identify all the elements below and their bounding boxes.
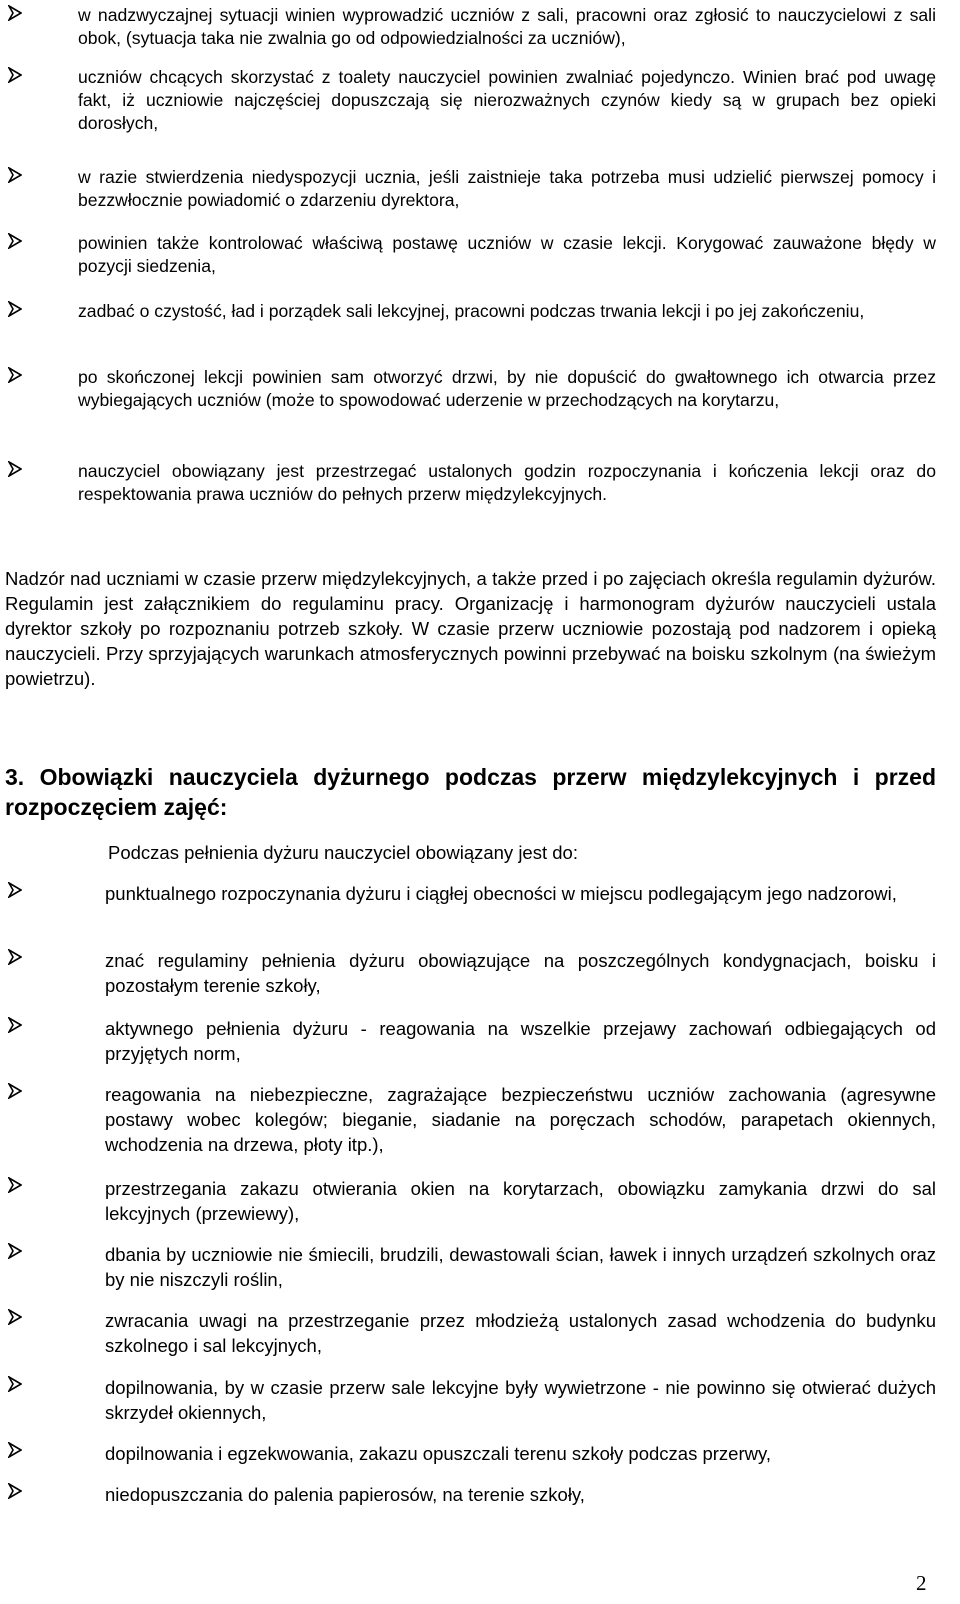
page-number: 2 bbox=[916, 1571, 927, 1595]
duty-text: po skończonej lekcji powinien sam otworzyć drzwi, by nie dopuścić do gwałtownego ich otwarcia przez wybiegających uczniów (może to spowodować uderzenie w przechodzących na korytarzu, bbox=[78, 367, 936, 410]
arrow-bullet-icon bbox=[8, 1017, 22, 1033]
arrow-bullet-icon bbox=[8, 67, 22, 83]
duty-text: nauczyciel obowiązany jest przestrzegać ustalonych godzin rozpoczynania i kończenia lekcji oraz do respektowania prawa uczniów do pełnych przerw międzylekcyjnych. bbox=[78, 461, 936, 504]
arrow-bullet-icon bbox=[8, 301, 22, 317]
duty-text: zadbać o czystość, ład i porządek sali lekcyjnej, pracowni podczas trwania lekcji i po jej zakończeniu, bbox=[78, 301, 865, 321]
duty-text: dopilnowania i egzekwowania, zakazu opuszczali terenu szkoły podczas przerwy, bbox=[105, 1443, 771, 1464]
duty-text: uczniów chcących skorzystać z toalety nauczyciel powinien zwalniać pojedynczo. Winien brać pod uwagę fakt, iż uczniowie najczęściej dopuszczają się nierozważnych czynów kiedy są w grupach bez opieki dorosłych, bbox=[78, 67, 936, 133]
arrow-bullet-icon bbox=[8, 1376, 22, 1392]
section-intro: Podczas pełnienia dyżuru nauczyciel obowiązany jest do: bbox=[108, 842, 578, 863]
arrow-bullet-icon bbox=[8, 1083, 22, 1099]
duty-text: dbania by uczniowie nie śmiecili, brudzili, dewastowali ścian, ławek i innych urządzeń szkolnych oraz by nie niszczyli roślin, bbox=[105, 1244, 936, 1290]
arrow-bullet-icon bbox=[8, 233, 22, 249]
duty-text: powinien także kontrolować właściwą postawę uczniów w czasie lekcji. Korygować zauważone błędy w pozycji siedzenia, bbox=[78, 233, 936, 276]
arrow-bullet-icon bbox=[8, 1483, 22, 1499]
arrow-bullet-icon bbox=[8, 1243, 22, 1259]
duty-text: punktualnego rozpoczynania dyżuru i ciągłej obecności w miejscu podlegającym jego nadzorowi, bbox=[105, 883, 897, 904]
duty-text: niedopuszczania do palenia papierosów, na terenie szkoły, bbox=[105, 1484, 585, 1505]
section-heading: 3. Obowiązki nauczyciela dyżurnego podczas przerw międzylekcyjnych i przed rozpoczęciem zajęć: bbox=[5, 764, 936, 820]
arrow-bullet-icon bbox=[8, 167, 22, 183]
arrow-bullet-icon bbox=[8, 1177, 22, 1193]
duty-text: w nadzwyczajnej sytuacji winien wyprowadzić uczniów z sali, pracowni oraz zgłosić to nauczycielowi z sali obok, (sytuacja taka nie zwalnia go od odpowiedzialności za uczniów), bbox=[78, 5, 936, 48]
duty-text: reagowania na niebezpieczne, zagrażające bezpieczeństwu uczniów zachowania (agresywne postawy wobec kolegów; bieganie, siadanie na poręczach schodów, parapetach okiennych, wchodzenia na drzewa, płoty itp.), bbox=[105, 1084, 936, 1155]
arrow-bullet-icon bbox=[8, 882, 22, 898]
supervision-paragraph: Nadzór nad uczniami w czasie przerw międzylekcyjnych, a także przed i po zajęciach określa regulamin dyżurów. Regulamin jest załącznikiem do regulaminu pracy. Organizację i harmonogram dyżurów nauczycieli ustala dyrektor szkoły po rozpoznaniu potrzeb szkoły. W czasie przerw uczniowie pozostają pod nadzorem i opieką nauczycieli. Przy sprzyjających warunkach atmosferycznych powinni przebywać na boisku szkolnym (na świeżym powietrzu). bbox=[5, 568, 936, 689]
duty-text: dopilnowania, by w czasie przerw sale lekcyjne były wywietrzone - nie powinno się otwierać dużych skrzydeł okiennych, bbox=[105, 1377, 936, 1423]
arrow-bullet-icon bbox=[8, 461, 22, 477]
arrow-bullet-icon bbox=[8, 949, 22, 965]
duty-text: aktywnego pełnienia dyżuru - reagowania na wszelkie przejawy zachowań odbiegających od przyjętych norm, bbox=[105, 1018, 936, 1064]
duty-text: przestrzegania zakazu otwierania okien na korytarzach, obowiązku zamykania drzwi do sal lekcyjnych (przewiewy), bbox=[105, 1178, 936, 1224]
duty-text: w razie stwierdzenia niedyspozycji ucznia, jeśli zaistnieje taka potrzeba musi udzielić pierwszej pomocy i bezzwłocznie powiadomić o zdarzeniu dyrektora, bbox=[78, 167, 936, 210]
duty-text: znać regulaminy pełnienia dyżuru obowiązujące na poszczególnych kondygnacjach, boisku i pozostałym terenie szkoły, bbox=[105, 950, 936, 996]
arrow-bullet-icon bbox=[8, 367, 22, 383]
arrow-bullet-icon bbox=[8, 5, 22, 21]
arrow-bullet-icon bbox=[8, 1309, 22, 1325]
arrow-bullet-icon bbox=[8, 1442, 22, 1458]
duty-text: zwracania uwagi na przestrzeganie przez młodzieżą ustalonych zasad wchodzenia do budynku szkolnego i sal lekcyjnych, bbox=[105, 1310, 936, 1356]
